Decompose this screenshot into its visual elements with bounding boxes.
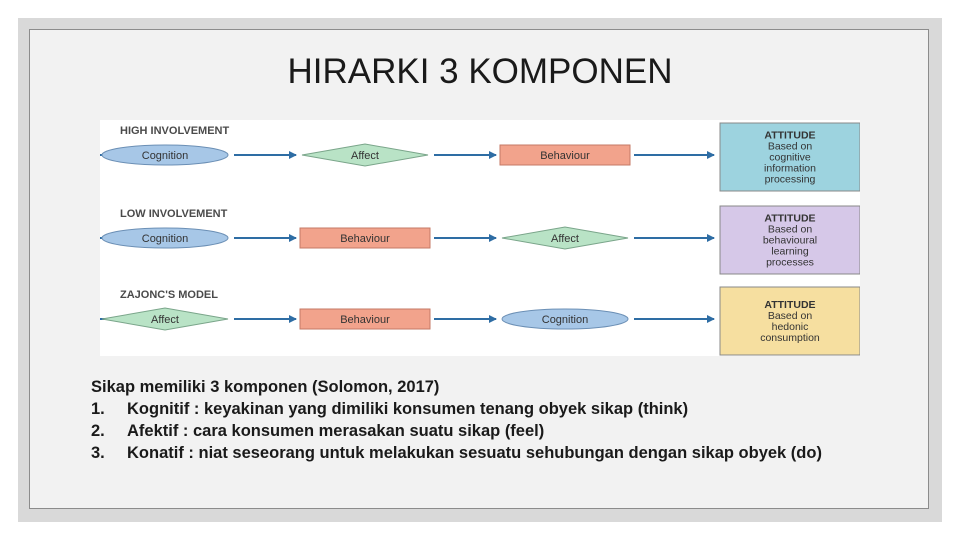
attitude-text: ATTITUDE [764,212,816,225]
attitude-text: hedonic [771,321,809,333]
attitude-text: Based on [767,310,813,322]
node-label: Cognition [541,314,589,326]
attitude-text: ATTITUDE [764,299,816,311]
node-label: Affect [151,314,179,326]
attitude-text: information [764,162,816,175]
note-text: Kognitif : keyakinan yang dimiliki konsumen tenang obyek sikap (think) [127,400,689,418]
attitude-text: processing [764,173,816,186]
node-label: Affect [351,150,379,162]
node-label: Behaviour [340,314,390,326]
attitude-text: consumption [760,332,820,344]
note-text: Afektif : cara konsumen merasakan suatu sikap (feel) [127,422,545,440]
notes-block [91,376,891,464]
attitude-text: cognitive [769,151,811,164]
row-heading: ZAJONC'S MODEL [120,289,218,301]
slide-title: HIRARKI 3 KOMPONEN [287,52,673,91]
notes-intro: Sikap memiliki 3 komponen (Solomon, 2017) [91,378,440,396]
note-number: 3. [91,444,105,462]
attitude-text: behavioural [762,234,818,247]
attitude-text: learning [771,245,809,258]
attitude-text: Based on [767,223,813,236]
node-label: Behaviour [340,233,390,245]
note-item-3 [91,442,891,464]
note-number: 1. [91,400,105,418]
attitude-text: ATTITUDE [764,129,816,142]
note-item-2 [91,420,891,442]
note-number: 2. [91,422,105,440]
attitude-text: processes [766,256,814,269]
attitude-text: Based on [767,140,813,153]
node-label: Behaviour [540,150,590,162]
note-text: Konatif : niat seseorang untuk melakukan sesuatu sehubungan dengan sikap obyek (do) [127,444,822,462]
node-label: Affect [551,233,579,245]
row-heading: HIGH INVOLVEMENT [120,125,230,137]
note-item-1 [91,398,891,420]
node-label: Cognition [141,233,189,245]
attitude-hierarchy-diagram [100,120,860,356]
row-heading: LOW INVOLVEMENT [120,208,228,220]
node-label: Cognition [141,150,189,162]
